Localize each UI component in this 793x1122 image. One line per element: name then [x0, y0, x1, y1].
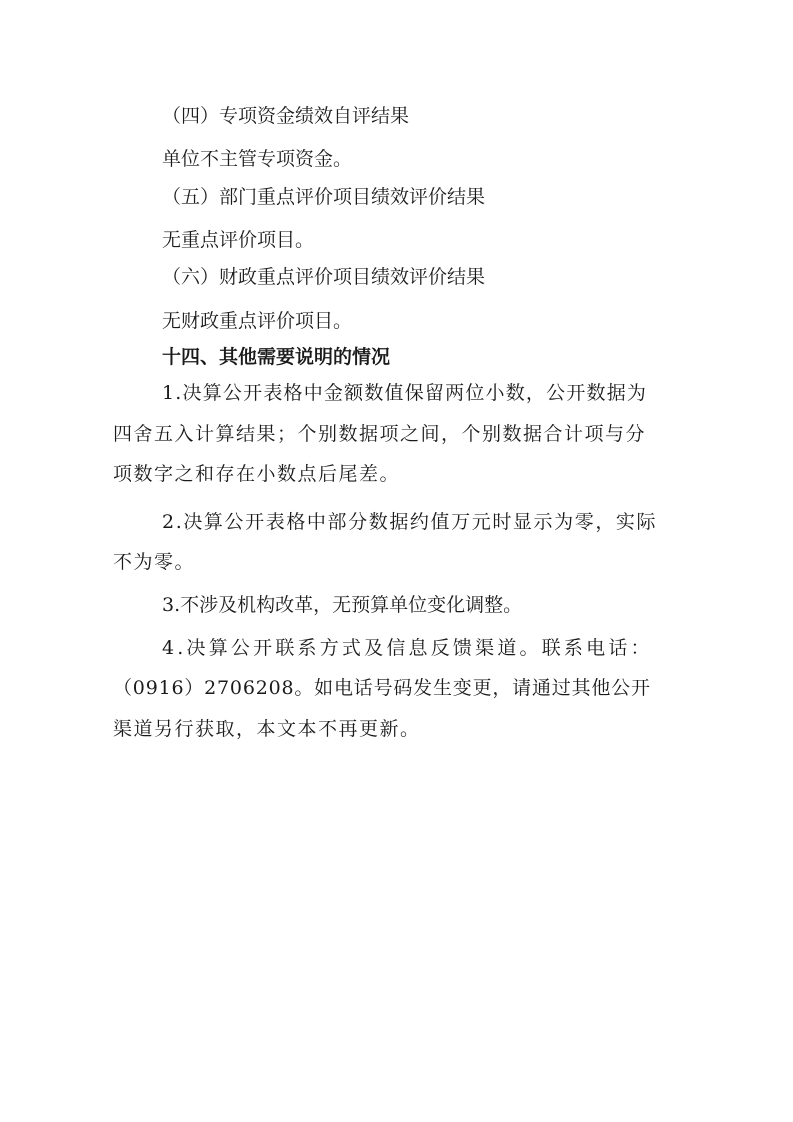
paragraph-line: 3.不涉及机构改革，无预算单位变化调整。 — [162, 594, 523, 616]
paragraph-line: 项数字之和存在小数点后尾差。 — [113, 463, 401, 485]
paragraph-line: 无财政重点评价项目。 — [162, 310, 353, 332]
paragraph-line: 无重点评价项目。 — [162, 229, 315, 251]
paragraph-line: 渠道另行获取，本文本不再更新。 — [113, 718, 421, 740]
paragraph-line: 不为零。 — [113, 551, 196, 573]
subsection-heading-4: （四）专项资金绩效自评结果 — [162, 105, 410, 127]
section-heading-14: 十四、其他需要说明的情况 — [162, 346, 391, 368]
subsection-heading-5: （五）部门重点评价项目绩效评价结果 — [162, 186, 486, 208]
paragraph-line: 4.决算公开联系方式及信息反馈渠道。联系电话： — [162, 637, 653, 659]
paragraph-line: （0916）2706208。如电话号码发生变更，请通过其他公开 — [113, 677, 651, 699]
paragraph-line: 单位不主管专项资金。 — [162, 148, 353, 170]
paragraph-line: 1.决算公开表格中金额数值保留两位小数，公开数据为 — [162, 382, 648, 404]
paragraph-line: 四舍五入计算结果；个别数据项之间，个别数据合计项与分 — [113, 423, 647, 445]
subsection-heading-6: （六）财政重点评价项目绩效评价结果 — [162, 266, 486, 288]
paragraph-line: 2.决算公开表格中部分数据约值万元时显示为零，实际 — [162, 511, 658, 533]
